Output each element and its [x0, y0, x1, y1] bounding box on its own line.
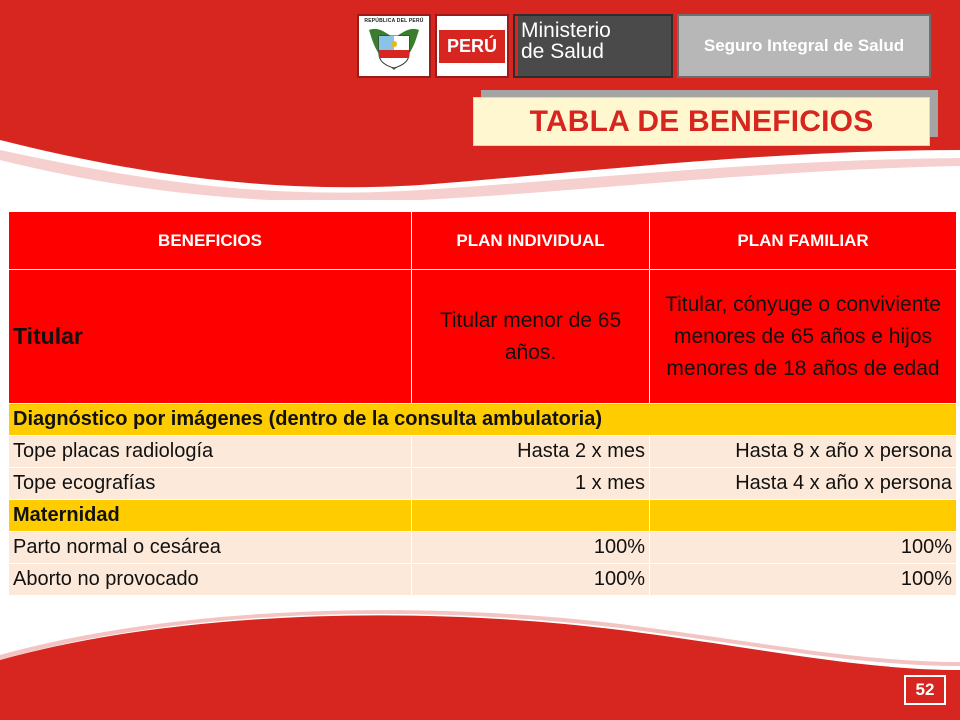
table-row: [9, 564, 957, 596]
section-empty-cell: [650, 500, 957, 532]
row-individual: 100%: [412, 532, 650, 564]
row-familiar: Hasta 4 x año x persona: [650, 468, 957, 500]
title-box: [473, 97, 930, 146]
section-empty-cell: [412, 500, 650, 532]
page-number: 52: [904, 675, 946, 705]
row-familiar: 100%: [650, 564, 957, 596]
section-title-maternidad: Maternidad: [9, 500, 412, 532]
sis-logo: [677, 14, 931, 78]
row-individual: 1 x mes: [412, 468, 650, 500]
titular-label: Titular: [9, 270, 412, 404]
column-header-plan-individual: PLAN INDIVIDUAL: [412, 212, 650, 270]
benefits-table: [8, 211, 957, 596]
row-individual: 100%: [412, 564, 650, 596]
peru-label: PERÚ: [439, 30, 505, 63]
table-row: [9, 532, 957, 564]
peru-crest-logo: [357, 14, 431, 78]
row-label: Aborto no provocado: [9, 564, 412, 596]
minsa-line-2: de Salud: [521, 40, 604, 63]
table-row: [9, 468, 957, 500]
row-familiar: Hasta 8 x año x persona: [650, 436, 957, 468]
red-divider: [515, 16, 518, 76]
table-row: [9, 436, 957, 468]
row-individual: Hasta 2 x mes: [412, 436, 650, 468]
row-familiar: 100%: [650, 532, 957, 564]
ministerio-salud-logo: [513, 14, 673, 78]
coat-of-arms-icon: [365, 24, 423, 74]
footer-wave-background: [0, 600, 960, 720]
section-title-diagnostico: Diagnóstico por imágenes (dentro de la consulta ambulatoria): [9, 404, 957, 436]
minsa-line-1: Ministerio: [521, 19, 611, 42]
titular-row: [9, 270, 957, 404]
table-header-row: [9, 212, 957, 270]
column-header-plan-familiar: PLAN FAMILIAR: [650, 212, 957, 270]
titular-individual: Titular menor de 65 años.: [412, 270, 650, 404]
peru-logo: [435, 14, 509, 78]
column-header-beneficios: BENEFICIOS: [9, 212, 412, 270]
section-row-diagnostico: [9, 404, 957, 436]
titular-familiar: Titular, cónyuge o conviviente menores de 65 años e hijos menores de 18 años de edad: [650, 270, 957, 404]
crest-caption: REPÚBLICA DEL PERÚ: [364, 18, 424, 24]
row-label: Tope ecografías: [9, 468, 412, 500]
page-title: TABLA DE BENEFICIOS: [529, 104, 874, 138]
section-row-maternidad: [9, 500, 957, 532]
institution-logos: [357, 14, 931, 78]
sis-label: Seguro Integral de Salud: [703, 36, 905, 55]
row-label: Parto normal o cesárea: [9, 532, 412, 564]
row-label: Tope placas radiología: [9, 436, 412, 468]
